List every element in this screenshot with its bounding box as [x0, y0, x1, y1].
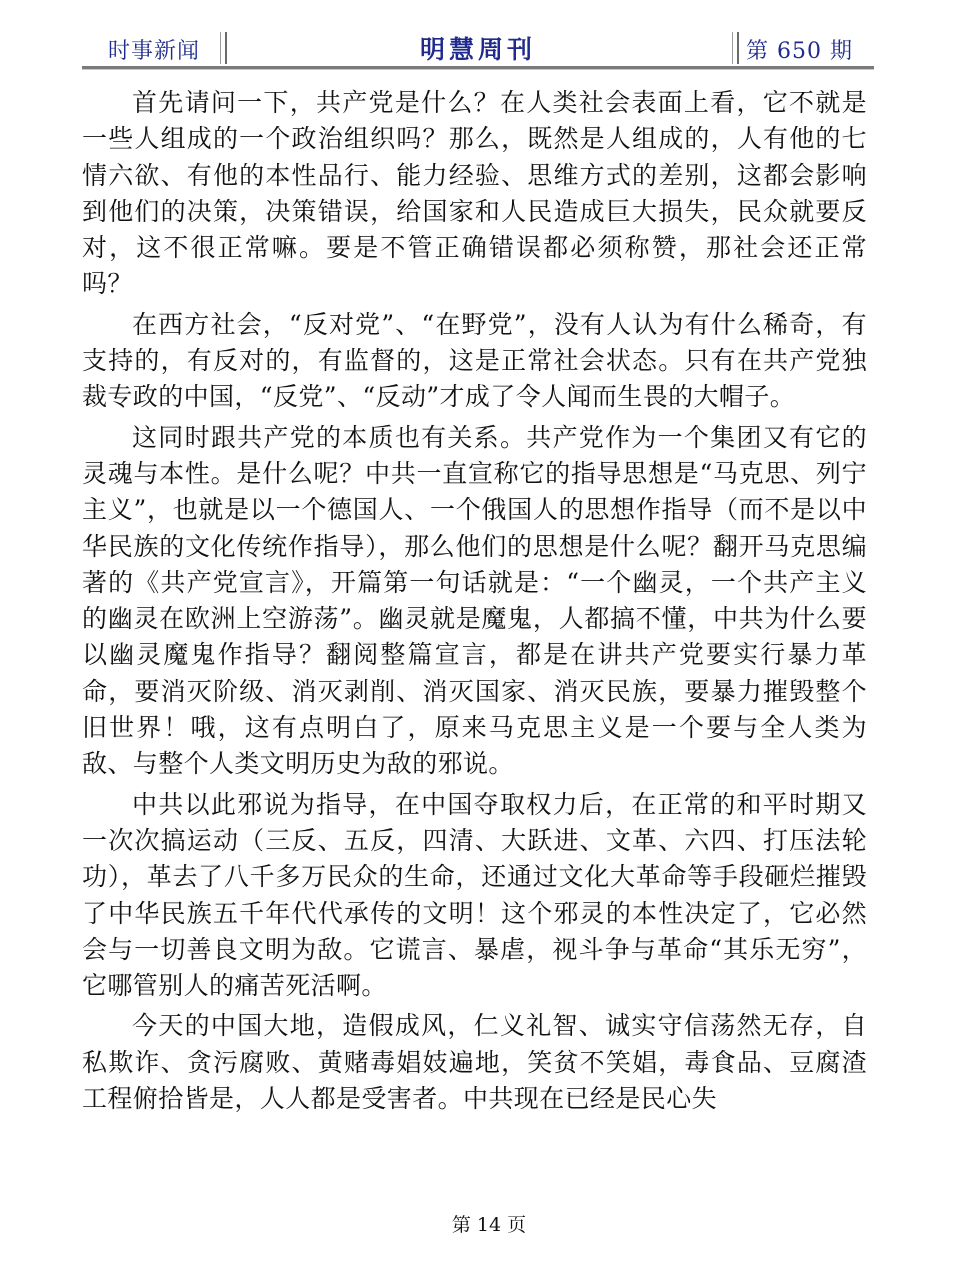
header-divider	[732, 32, 739, 64]
issue-number: 第 650 期	[746, 39, 853, 64]
paragraph: 今天的中国大地，造假成风，仁义礼智、诚实守信荡然无存，自私欺诈、贪污腐败、黄赌毒娼妓遍地，笑贫不笑娼，毒食品、豆腐渣工程俯拾皆是，人人都是受害者。中共现在已经是民心失	[82, 1011, 867, 1114]
page-number: 第 14 页	[451, 1214, 527, 1236]
publication-title: 明慧周刊	[419, 35, 536, 64]
paragraph: 中共以此邪说为指导，在中国夺取权力后，在正常的和平时期又一次次搞运动（三反、五反，四清、大跃进、文革、六四、打压法轮功），革去了八千多万民众的生命，还通过文化大革命等手段砸烂摧毁了中华民族五千年代代承传的文明！这个邪灵的本性决定了，它必然会与一切善良文明为敌。它谎言、暴虐，视斗争与革命“其乐无穷”，它哪管别人的痛苦死活啊。	[82, 789, 867, 1001]
header-rule	[82, 66, 874, 70]
page-header	[82, 28, 874, 70]
article-body	[82, 85, 867, 1121]
paragraph: 在西方社会，“反对党”、“在野党”，没有人认为有什么稀奇，有支持的，有反对的，有监督的，这是正常社会状态。只有在共产党独裁专政的中国，“反党”、“反动”才成了令人闻而生畏的大帽子。	[82, 309, 867, 412]
section-label: 时事新闻	[108, 39, 201, 64]
paragraph: 这同时跟共产党的本质也有关系。共产党作为一个集团又有它的灵魂与本性。是什么呢？中共一直宣称它的指导思想是“马克思、列宁主义”，也就是以一个德国人、一个俄国人的思想作指导（而不是以中华民族的文化传统作指导），那么他们的思想是什么呢？翻开马克思编著的《共产党宣言》，开篇第一句话就是：“一个幽灵，一个共产主义的幽灵在欧洲上空游荡”。幽灵就是魔鬼，人都搞不懂，中共为什么要以幽灵魔鬼作指导？翻阅整篇宣言，都是在讲共产党要实行暴力革命，要消灭阶级、消灭剥削、消灭国家、消灭民族，要暴力摧毁整个旧世界！哦，这有点明白了，原来马克思主义是一个要与全人类为敌、与整个人类文明历史为敌的邪说。	[82, 422, 867, 779]
paragraph: 首先请问一下，共产党是什么？在人类社会表面上看，它不就是一些人组成的一个政治组织吗？那么，既然是人组成的，人有他的七情六欲、有他的本性品行、能力经验、思维方式的差别，这都会影响到他们的决策，决策错误，给国家和人民造成巨大损失，民众就要反对，这不很正常嘛。要是不管正确错误都必须称赞，那社会还正常吗？	[82, 88, 867, 299]
